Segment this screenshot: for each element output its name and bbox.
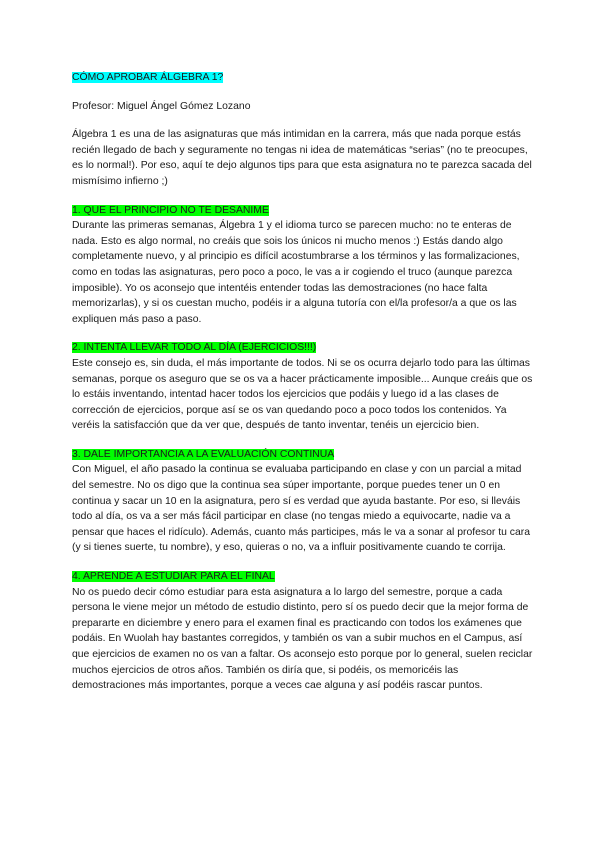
section-heading-highlight: 2. INTENTA LLEVAR TODO AL DÍA (EJERCICIOS!!!) bbox=[72, 342, 317, 354]
section-heading-highlight: 4. APRENDE A ESTUDIAR PARA EL FINAL bbox=[72, 571, 275, 583]
professor-line: Profesor: Miguel Ángel Gómez Lozano bbox=[72, 100, 251, 112]
section-body: No os puedo decir cómo estudiar para esta asignatura a lo largo del semestre, porque a cada persona le viene mejor un método de estudio distinto, pero sí os puedo decir que la mejor forma de prepararte en diciembre y enero para el examen final es practicando con todos los exámenes que podáis. En Wuolah hay bastantes corregidos, y también os van a subir muchos en el Campus, así que ejercicios de examen no os van a faltar. Os aconsejo esto porque por lo general, suelen reciclar muchos ejercicios de otros años. También os diría que, si podéis, os memoricéis las demostraciones más importantes, porque a veces cae alguna y así podéis rascar puntos. bbox=[72, 586, 533, 692]
section-body: Este consejo es, sin duda, el más importante de todos. Ni se os ocurra dejarlo todo para las últimas semanas, porque os aseguro que se os va a hacer prácticamente imposible... Aunque creáis que os lo estáis inventando, intentad hacer todos los ejercicios que podáis y luego id a las clases de corrección de ejercicios, porque así se os van quedando poco a poco todos los contenidos. Ya veréis la satisfacción que da ver que, después de tanto inventar, tenéis un ejercicio bien. bbox=[72, 357, 533, 432]
section-heading bbox=[72, 340, 534, 356]
intro-paragraph: Álgebra 1 es una de las asignaturas que más intimidan en la carrera, más que nada porque estás recién llegado de bach y seguramente no tengas ni idea de matemáticas “serias” (no te preocupes, es lo normal!). Por eso, aquí te dejo algunos tips para que esta asignatura no te parezca sacada del mismísimo infierno ;) bbox=[72, 129, 532, 187]
title-line bbox=[72, 70, 534, 86]
section-heading-highlight: 3. DALE IMPORTANCIA A LA EVALUACIÓN CONTINUA bbox=[72, 448, 335, 460]
section-heading-highlight: 1. QUE EL PRINCIPIO NO TE DESANIME bbox=[72, 204, 269, 216]
document-body bbox=[72, 70, 534, 707]
section-1 bbox=[72, 203, 534, 328]
section-heading bbox=[72, 569, 534, 585]
section-4 bbox=[72, 569, 534, 694]
document-title: CÓMO APROBAR ÁLGEBRA 1? bbox=[72, 72, 224, 83]
section-2 bbox=[72, 340, 534, 434]
section-body: Con Miguel, el año pasado la continua se evaluaba participando en clase y con un parcial a mitad del semestre. No os digo que la continua sea súper importante, porque puedes tener un 0 en continua y sacar un 10 en la asignatura, pero sí es verdad que ayuda bastante. Por eso, si lleváis todo al día, os va a ser más fácil participar en clase (no tengas miedo a equivocarte, nadie va a pensar que haces el ridículo). Además, cuanto más participes, más le va a sonar al profesor tu cara (y si tienes suerte, tu nombre), y eso, quieras o no, va a influir positivamente cuando te corrija. bbox=[72, 464, 530, 554]
section-3 bbox=[72, 447, 534, 556]
section-heading bbox=[72, 447, 534, 463]
section-heading bbox=[72, 203, 534, 219]
section-body: Durante las primeras semanas, Álgebra 1 y el idioma turco se parecen mucho: no te enteras de nada. Esto es algo normal, no creáis que sois los únicos ni mucho menos :) Estás dando algo completamente nuevo, y al principio es difícil acostumbrarse a los términos y las formalizaciones, como en todas las asignaturas, pero poco a poco, le vas a ir cogiendo el truco (aunque parezca imposible). Yo os aconsejo que intentéis entender todas las demostraciones (no hace falta memorizarlas), y si os cuestan mucho, podéis ir a alguna tutoría con el/la profesor/a a que os las expliquen más paso a paso. bbox=[72, 220, 520, 325]
